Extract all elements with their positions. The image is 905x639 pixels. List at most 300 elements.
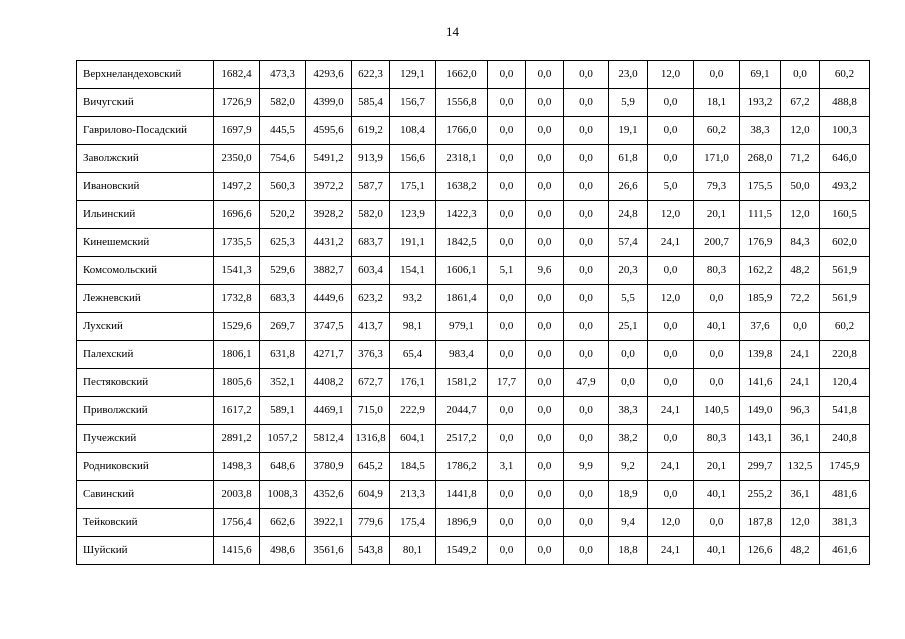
value-cell: 493,2 [820,173,870,201]
value-cell: 913,9 [352,145,390,173]
value-cell: 12,0 [648,61,694,89]
value-cell: 352,1 [260,369,306,397]
value-cell: 381,3 [820,509,870,537]
value-cell: 0,0 [564,229,609,257]
value-cell: 1581,2 [436,369,488,397]
table-row [77,173,870,201]
value-cell: 3780,9 [306,453,352,481]
value-cell: 1756,4 [214,509,260,537]
value-cell: 3,1 [488,453,526,481]
value-cell: 50,0 [781,173,820,201]
table-row [77,537,870,565]
value-cell: 123,9 [390,201,436,229]
value-cell: 24,1 [648,229,694,257]
value-cell: 0,0 [648,257,694,285]
district-name-cell: Тейковский [77,509,214,537]
value-cell: 1662,0 [436,61,488,89]
value-cell: 1497,2 [214,173,260,201]
value-cell: 4408,2 [306,369,352,397]
value-cell: 12,0 [781,201,820,229]
value-cell: 541,8 [820,397,870,425]
table-row [77,453,870,481]
district-name-cell: Пестяковский [77,369,214,397]
value-cell: 1606,1 [436,257,488,285]
value-cell: 80,1 [390,537,436,565]
value-cell: 184,5 [390,453,436,481]
value-cell: 0,0 [526,145,564,173]
value-cell: 603,4 [352,257,390,285]
value-cell: 0,0 [526,481,564,509]
value-cell: 0,0 [526,397,564,425]
table-body [77,61,870,565]
value-cell: 445,5 [260,117,306,145]
value-cell: 24,1 [648,537,694,565]
value-cell: 156,7 [390,89,436,117]
value-cell: 0,0 [526,89,564,117]
value-cell: 12,0 [781,117,820,145]
value-cell: 1529,6 [214,313,260,341]
value-cell: 2891,2 [214,425,260,453]
value-cell: 0,0 [488,145,526,173]
value-cell: 5,1 [488,257,526,285]
value-cell: 488,8 [820,89,870,117]
table-row [77,89,870,117]
value-cell: 12,0 [648,285,694,313]
value-cell: 24,1 [781,341,820,369]
value-cell: 108,4 [390,117,436,145]
value-cell: 1732,8 [214,285,260,313]
value-cell: 48,2 [781,257,820,285]
value-cell: 126,6 [740,537,781,565]
value-cell: 0,0 [488,61,526,89]
value-cell: 0,0 [488,89,526,117]
value-cell: 4469,1 [306,397,352,425]
value-cell: 0,0 [648,313,694,341]
value-cell: 175,4 [390,509,436,537]
value-cell: 0,0 [564,425,609,453]
value-cell: 84,3 [781,229,820,257]
value-cell: 0,0 [694,341,740,369]
value-cell: 0,0 [564,397,609,425]
value-cell: 38,3 [609,397,648,425]
value-cell: 1541,3 [214,257,260,285]
value-cell: 40,1 [694,481,740,509]
value-cell: 0,0 [694,369,740,397]
table-row [77,481,870,509]
value-cell: 461,6 [820,537,870,565]
value-cell: 0,0 [648,117,694,145]
value-cell: 176,9 [740,229,781,257]
value-cell: 1008,3 [260,481,306,509]
value-cell: 4449,6 [306,285,352,313]
value-cell: 140,5 [694,397,740,425]
value-cell: 0,0 [488,201,526,229]
table-row [77,229,870,257]
value-cell: 0,0 [564,285,609,313]
value-cell: 0,0 [694,509,740,537]
district-name-cell: Лежневский [77,285,214,313]
value-cell: 60,2 [820,313,870,341]
value-cell: 1415,6 [214,537,260,565]
value-cell: 648,6 [260,453,306,481]
value-cell: 20,1 [694,201,740,229]
district-name-cell: Ивановский [77,173,214,201]
value-cell: 9,4 [609,509,648,537]
value-cell: 1422,3 [436,201,488,229]
value-cell: 623,2 [352,285,390,313]
value-cell: 220,8 [820,341,870,369]
value-cell: 23,0 [609,61,648,89]
value-cell: 589,1 [260,397,306,425]
value-cell: 625,3 [260,229,306,257]
value-cell: 24,1 [781,369,820,397]
value-cell: 631,8 [260,341,306,369]
value-cell: 0,0 [526,285,564,313]
value-cell: 1766,0 [436,117,488,145]
value-cell: 0,0 [648,369,694,397]
value-cell: 604,9 [352,481,390,509]
value-cell: 520,2 [260,201,306,229]
value-cell: 61,8 [609,145,648,173]
district-name-cell: Родниковский [77,453,214,481]
value-cell: 1805,6 [214,369,260,397]
value-cell: 40,1 [694,313,740,341]
table-row [77,117,870,145]
value-cell: 0,0 [488,313,526,341]
district-name-cell: Кинешемский [77,229,214,257]
value-cell: 3972,2 [306,173,352,201]
value-cell: 162,2 [740,257,781,285]
value-cell: 4595,6 [306,117,352,145]
value-cell: 9,9 [564,453,609,481]
value-cell: 2350,0 [214,145,260,173]
value-cell: 481,6 [820,481,870,509]
value-cell: 0,0 [648,145,694,173]
value-cell: 0,0 [694,285,740,313]
value-cell: 1896,9 [436,509,488,537]
value-cell: 93,2 [390,285,436,313]
value-cell: 2044,7 [436,397,488,425]
value-cell: 24,1 [648,397,694,425]
value-cell: 0,0 [526,201,564,229]
value-cell: 57,4 [609,229,648,257]
table-row [77,313,870,341]
value-cell: 560,3 [260,173,306,201]
value-cell: 0,0 [564,173,609,201]
value-cell: 0,0 [526,369,564,397]
value-cell: 60,2 [820,61,870,89]
value-cell: 1861,4 [436,285,488,313]
value-cell: 171,0 [694,145,740,173]
district-name-cell: Палехский [77,341,214,369]
value-cell: 1745,9 [820,453,870,481]
value-cell: 60,2 [694,117,740,145]
value-cell: 587,7 [352,173,390,201]
value-cell: 37,6 [740,313,781,341]
value-cell: 3561,6 [306,537,352,565]
value-cell: 619,2 [352,117,390,145]
value-cell: 0,0 [564,313,609,341]
value-cell: 20,1 [694,453,740,481]
value-cell: 983,4 [436,341,488,369]
value-cell: 1697,9 [214,117,260,145]
value-cell: 5491,2 [306,145,352,173]
value-cell: 268,0 [740,145,781,173]
value-cell: 0,0 [564,89,609,117]
value-cell: 1735,5 [214,229,260,257]
value-cell: 0,0 [648,481,694,509]
district-data-table [76,60,870,565]
value-cell: 1549,2 [436,537,488,565]
value-cell: 1806,1 [214,341,260,369]
value-cell: 0,0 [488,285,526,313]
value-cell: 498,6 [260,537,306,565]
value-cell: 3922,1 [306,509,352,537]
value-cell: 222,9 [390,397,436,425]
value-cell: 3882,7 [306,257,352,285]
value-cell: 4271,7 [306,341,352,369]
value-cell: 191,1 [390,229,436,257]
value-cell: 71,2 [781,145,820,173]
value-cell: 582,0 [260,89,306,117]
district-name-cell: Лухский [77,313,214,341]
value-cell: 0,0 [488,537,526,565]
value-cell: 0,0 [526,341,564,369]
value-cell: 0,0 [609,341,648,369]
value-cell: 1498,3 [214,453,260,481]
value-cell: 0,0 [488,425,526,453]
value-cell: 19,1 [609,117,648,145]
value-cell: 4293,6 [306,61,352,89]
value-cell: 12,0 [648,201,694,229]
value-cell: 240,8 [820,425,870,453]
value-cell: 69,1 [740,61,781,89]
value-cell: 0,0 [781,313,820,341]
value-cell: 0,0 [488,229,526,257]
value-cell: 176,1 [390,369,436,397]
value-cell: 561,9 [820,257,870,285]
value-cell: 96,3 [781,397,820,425]
district-name-cell: Гаврилово-Посадский [77,117,214,145]
value-cell: 2318,1 [436,145,488,173]
value-cell: 645,2 [352,453,390,481]
value-cell: 0,0 [488,509,526,537]
value-cell: 0,0 [526,61,564,89]
value-cell: 683,3 [260,285,306,313]
value-cell: 1617,2 [214,397,260,425]
value-cell: 0,0 [526,453,564,481]
table-row [77,369,870,397]
value-cell: 0,0 [781,61,820,89]
value-cell: 72,2 [781,285,820,313]
value-cell: 26,6 [609,173,648,201]
value-cell: 0,0 [526,173,564,201]
value-cell: 149,0 [740,397,781,425]
value-cell: 0,0 [526,537,564,565]
value-cell: 160,5 [820,201,870,229]
value-cell: 193,2 [740,89,781,117]
district-name-cell: Пучежский [77,425,214,453]
value-cell: 1786,2 [436,453,488,481]
table-row [77,201,870,229]
value-cell: 17,7 [488,369,526,397]
value-cell: 48,2 [781,537,820,565]
value-cell: 185,9 [740,285,781,313]
value-cell: 0,0 [694,61,740,89]
value-cell: 0,0 [488,397,526,425]
value-cell: 622,3 [352,61,390,89]
value-cell: 0,0 [609,369,648,397]
value-cell: 0,0 [564,341,609,369]
table-row [77,61,870,89]
value-cell: 0,0 [526,313,564,341]
value-cell: 9,6 [526,257,564,285]
value-cell: 5,0 [648,173,694,201]
value-cell: 175,5 [740,173,781,201]
value-cell: 1057,2 [260,425,306,453]
value-cell: 0,0 [526,117,564,145]
value-cell: 79,3 [694,173,740,201]
value-cell: 143,1 [740,425,781,453]
value-cell: 18,8 [609,537,648,565]
value-cell: 779,6 [352,509,390,537]
value-cell: 5,5 [609,285,648,313]
value-cell: 65,4 [390,341,436,369]
value-cell: 0,0 [648,425,694,453]
value-cell: 129,1 [390,61,436,89]
value-cell: 4431,2 [306,229,352,257]
value-cell: 0,0 [488,117,526,145]
value-cell: 12,0 [648,509,694,537]
value-cell: 0,0 [564,257,609,285]
value-cell: 1682,4 [214,61,260,89]
value-cell: 299,7 [740,453,781,481]
value-cell: 0,0 [488,173,526,201]
value-cell: 0,0 [564,117,609,145]
value-cell: 1696,6 [214,201,260,229]
value-cell: 0,0 [564,145,609,173]
table-row [77,257,870,285]
value-cell: 602,0 [820,229,870,257]
district-name-cell: Заволжский [77,145,214,173]
district-name-cell: Шуйский [77,537,214,565]
value-cell: 80,3 [694,425,740,453]
value-cell: 187,8 [740,509,781,537]
value-cell: 0,0 [564,537,609,565]
district-name-cell: Вичугский [77,89,214,117]
value-cell: 604,1 [390,425,436,453]
value-cell: 0,0 [488,341,526,369]
value-cell: 529,6 [260,257,306,285]
value-cell: 3747,5 [306,313,352,341]
table-row [77,397,870,425]
value-cell: 47,9 [564,369,609,397]
value-cell: 120,4 [820,369,870,397]
value-cell: 0,0 [564,481,609,509]
value-cell: 0,0 [488,481,526,509]
value-cell: 111,5 [740,201,781,229]
district-name-cell: Ильинский [77,201,214,229]
value-cell: 1441,8 [436,481,488,509]
table-row [77,341,870,369]
value-cell: 1316,8 [352,425,390,453]
district-name-cell: Савинский [77,481,214,509]
value-cell: 5812,4 [306,425,352,453]
value-cell: 754,6 [260,145,306,173]
value-cell: 5,9 [609,89,648,117]
value-cell: 561,9 [820,285,870,313]
value-cell: 0,0 [564,201,609,229]
value-cell: 18,1 [694,89,740,117]
value-cell: 0,0 [564,61,609,89]
value-cell: 0,0 [526,425,564,453]
value-cell: 543,8 [352,537,390,565]
value-cell: 0,0 [648,89,694,117]
value-cell: 4399,0 [306,89,352,117]
value-cell: 175,1 [390,173,436,201]
value-cell: 413,7 [352,313,390,341]
value-cell: 662,6 [260,509,306,537]
value-cell: 979,1 [436,313,488,341]
value-cell: 0,0 [526,509,564,537]
value-cell: 156,6 [390,145,436,173]
value-cell: 67,2 [781,89,820,117]
table-row [77,145,870,173]
value-cell: 18,9 [609,481,648,509]
value-cell: 80,3 [694,257,740,285]
value-cell: 585,4 [352,89,390,117]
value-cell: 139,8 [740,341,781,369]
value-cell: 683,7 [352,229,390,257]
value-cell: 1726,9 [214,89,260,117]
district-name-cell: Комсомольский [77,257,214,285]
value-cell: 672,7 [352,369,390,397]
value-cell: 0,0 [564,509,609,537]
value-cell: 646,0 [820,145,870,173]
value-cell: 24,8 [609,201,648,229]
table-row [77,509,870,537]
value-cell: 141,6 [740,369,781,397]
value-cell: 1842,5 [436,229,488,257]
value-cell: 40,1 [694,537,740,565]
value-cell: 0,0 [648,341,694,369]
value-cell: 9,2 [609,453,648,481]
value-cell: 38,3 [740,117,781,145]
value-cell: 2517,2 [436,425,488,453]
value-cell: 12,0 [781,509,820,537]
value-cell: 715,0 [352,397,390,425]
value-cell: 473,3 [260,61,306,89]
value-cell: 20,3 [609,257,648,285]
value-cell: 25,1 [609,313,648,341]
value-cell: 4352,6 [306,481,352,509]
page-number: 14 [446,24,459,39]
value-cell: 582,0 [352,201,390,229]
value-cell: 2003,8 [214,481,260,509]
district-name-cell: Приволжский [77,397,214,425]
value-cell: 200,7 [694,229,740,257]
value-cell: 24,1 [648,453,694,481]
value-cell: 98,1 [390,313,436,341]
district-name-cell: Верхнеландеховский [77,61,214,89]
value-cell: 1556,8 [436,89,488,117]
value-cell: 255,2 [740,481,781,509]
value-cell: 3928,2 [306,201,352,229]
value-cell: 100,3 [820,117,870,145]
table-row [77,425,870,453]
value-cell: 376,3 [352,341,390,369]
value-cell: 0,0 [526,229,564,257]
